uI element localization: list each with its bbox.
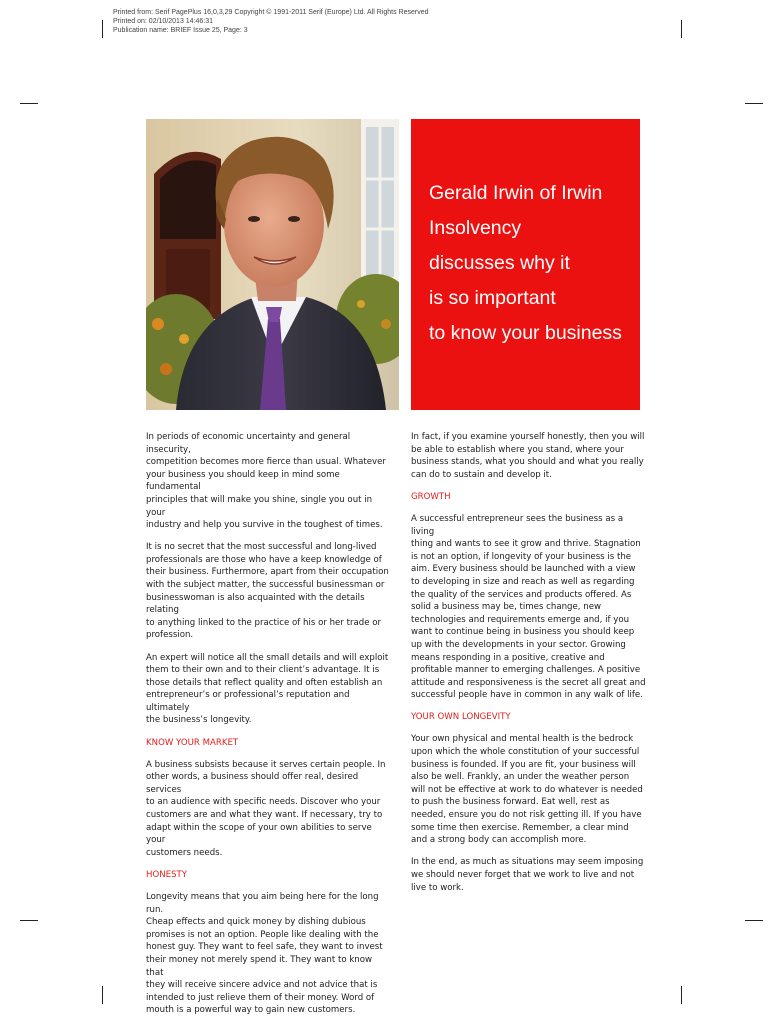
headline-line-2: Insolvency bbox=[429, 217, 522, 239]
heading-know-your-market: KNOW YOUR MARKET bbox=[146, 737, 239, 748]
headline-line-5: to know your business bbox=[429, 322, 622, 344]
headline bbox=[429, 176, 639, 351]
crop-mark-bottom-right bbox=[681, 986, 682, 1004]
heading-your-own-longevity: YOUR OWN LONGEVITY bbox=[411, 712, 511, 723]
crop-mark-bottom-left bbox=[102, 986, 103, 1004]
paragraph-examine: In fact, if you examine yourself honestly, then you will be able to establish where you stand, where your business stands, what you should and what you really can do to sustain and develop it. bbox=[411, 432, 645, 480]
print-date-line: Printed on: 02/10/2013 14:46:31 bbox=[113, 18, 214, 25]
heading-honesty: HONESTY bbox=[146, 869, 188, 880]
print-header bbox=[113, 8, 429, 35]
paragraph-honesty: Longevity means that you aim being here for the long run. Cheap effects and quick money by dishing dubious promises is not an option. People like dealing with the honest guy. They want to feel safe, they want to invest their money not merely spend it. They want to know that they will receive sincere advice and not advice that is intended to just relieve them of their money. Word of mouth is a powerful way to gain new customers. bbox=[146, 892, 383, 1016]
headline-line-3: discusses why it bbox=[429, 252, 570, 274]
portrait-photo bbox=[146, 119, 399, 410]
headline-line-1: Gerald Irwin of Irwin bbox=[429, 182, 603, 204]
paragraph-expert: An expert will notice all the small details and will exploit them to their own and to their client’s advantage. It is those details that reflect quality and often establish an entrepreneur’s or professional’s reputation and ultimately the business’s longevity. bbox=[146, 652, 389, 726]
publication-line: Publication name: BRIEF Issue 25, Page: 3 bbox=[113, 27, 248, 34]
paragraph-market: A business subsists because it serves certain people. In other words, a business should offer real, desired services to an audience with specific needs. Discover who your customers are and what they want. If necessary, try to adapt within the scope of your own abilities to serve your customers needs. bbox=[146, 759, 386, 858]
paragraph-longevity: Your own physical and mental health is the bedrock upon which the whole constitution of your successful business is founded. If you are fit, your business will also be well. Frankly, an under the weather person will not be effective at work to do whatever is needed to push the business forward. Eat well, rest as needed, ensure you do not risk getting ill. If you have some time then exercise. Remember, a clear mind and a strong body can accomplish more. bbox=[411, 734, 643, 846]
crop-mark-left-lower bbox=[20, 920, 38, 921]
paragraph-professionals: It is no secret that the most successful and long-lived professionals are those who have a keep knowledge of their business. Furthermore, apart from their occupation with the subject matter, the successful businessman or businesswoman is also acquainted with the details relating to anything linked to the practice of his or her trade or profession. bbox=[146, 542, 389, 641]
paragraph-conclusion: In the end, as much as situations may seem imposing we should never forget that we work to live and not live to work. bbox=[411, 857, 644, 893]
paragraph-growth: A successful entrepreneur sees the business as a living thing and wants to see it grow and thrive. Stagnation is not an option, if longevity of your business is the aim. Every business should be launched with a view to developing in size and reach as well as regarding the quality of the services and products offered. As solid a business may be, times change, new technologies and requirements emerge and, if you want to continue being in business you should keep up with the developments in your sector. Growing means responding in a positive, creative and profitable manner to emerging challenges. A positive attitude and responsiveness is the secret all great and successful people have in common in any walk of life. bbox=[411, 513, 646, 701]
crop-mark-top-left bbox=[102, 20, 103, 38]
crop-mark-right-lower bbox=[745, 920, 763, 921]
crop-mark-right-upper bbox=[745, 103, 763, 104]
crop-mark-left-upper bbox=[20, 103, 38, 104]
heading-growth: GROWTH bbox=[411, 491, 451, 502]
intro-paragraph: In periods of economic uncertainty and general insecurity, competition becomes more fierce than usual. Whatever your business you should keep in mind some fundamental principles that will make you shine, single you out in your industry and help you survive in the toughest of times. bbox=[146, 432, 386, 531]
headline-line-4: is so important bbox=[429, 287, 556, 309]
crop-mark-top-right bbox=[681, 20, 682, 38]
portrait-illustration bbox=[146, 119, 399, 410]
article-column-right bbox=[411, 431, 647, 904]
print-source-line: Printed from: Serif PagePlus 16,0,3,29 Copyright © 1991-2011 Serif (Europe) Ltd. All Rights Reserved bbox=[113, 9, 429, 16]
article-column-left bbox=[146, 431, 391, 1026]
